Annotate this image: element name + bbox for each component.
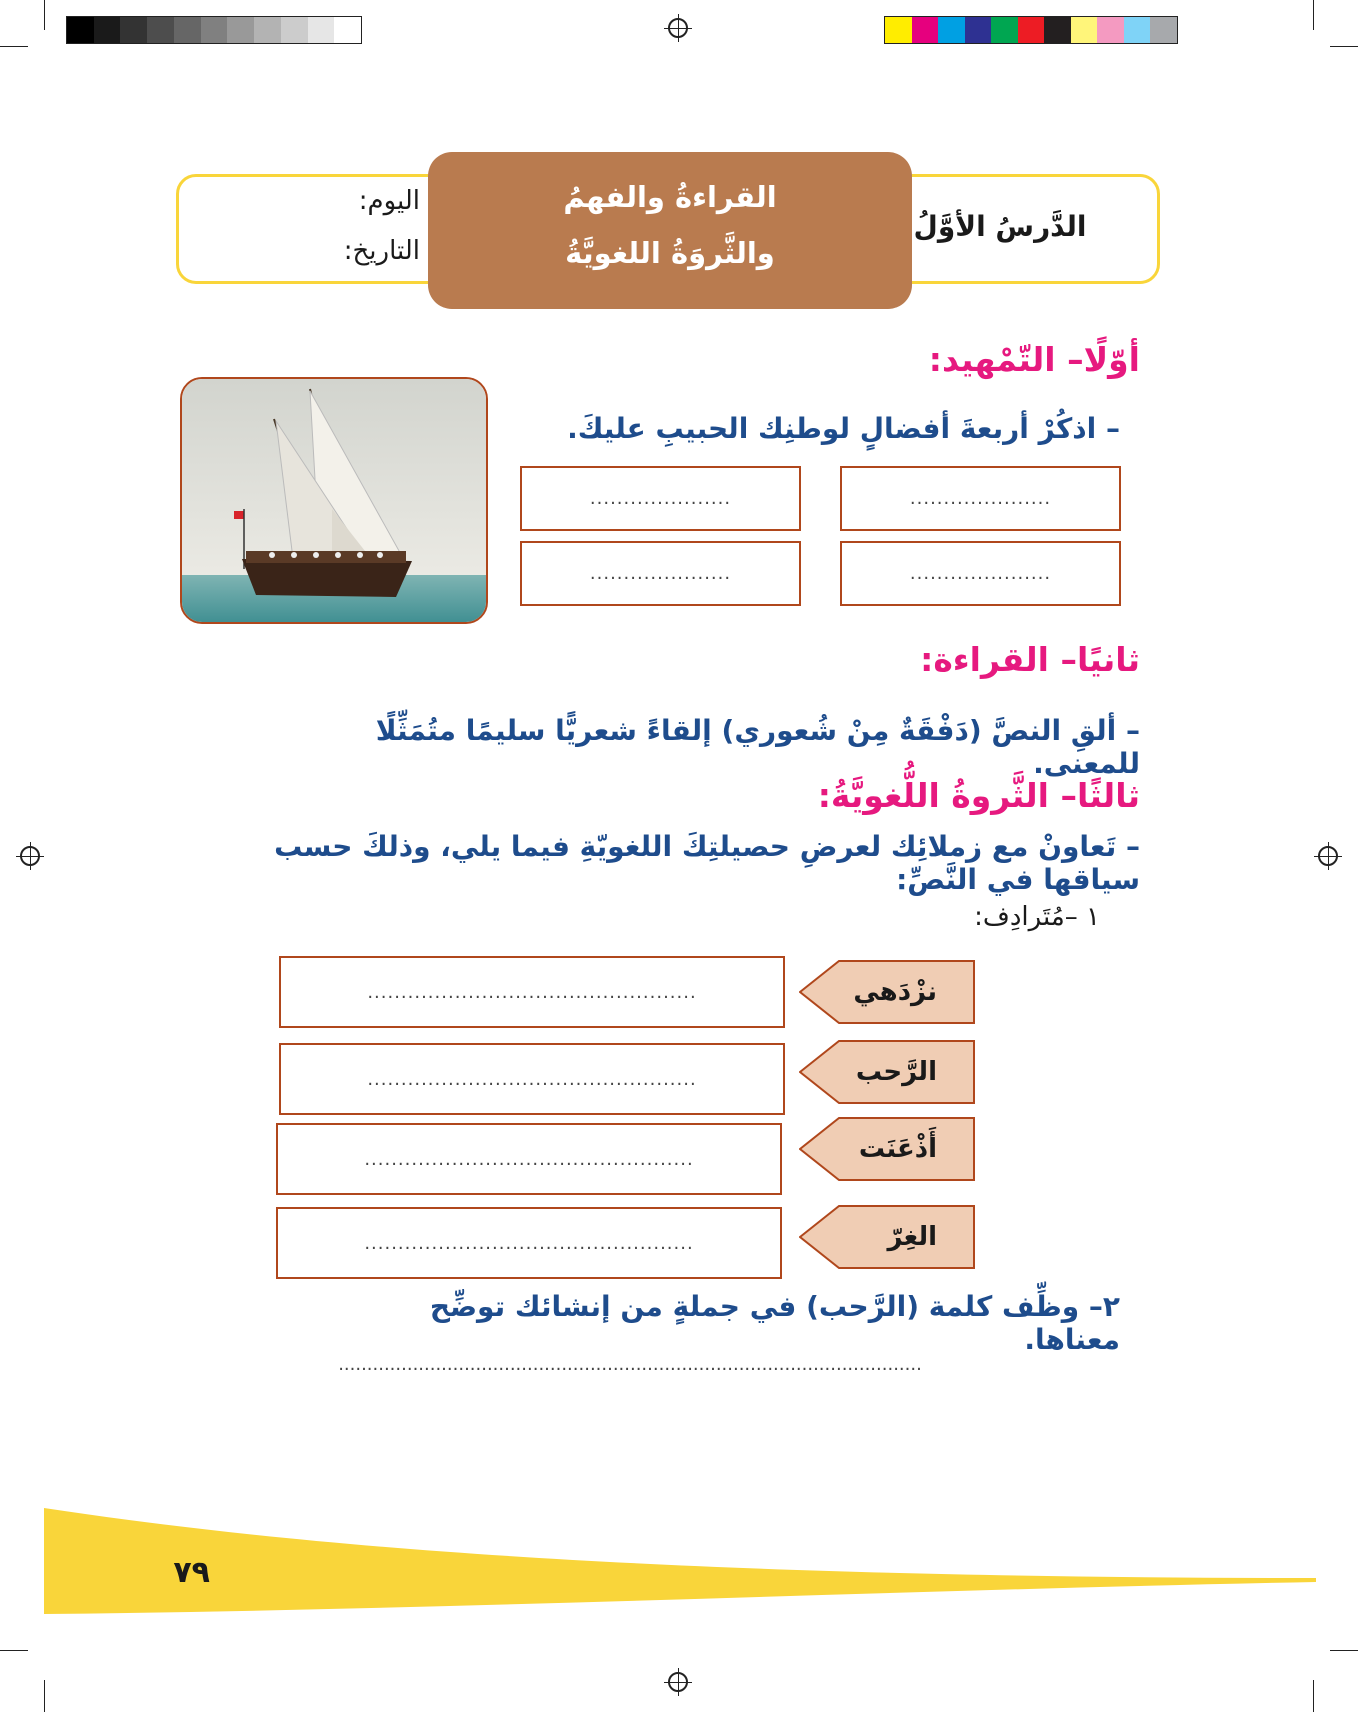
section1-heading: أوّلًا– التّمْهيد: bbox=[928, 340, 1140, 379]
section1-instruction: – اذكُرْ أربعةَ أفضالٍ لوطنِك الحبيبِ عليكَ. bbox=[567, 412, 1120, 445]
crop-mark bbox=[0, 46, 28, 47]
usage-question-label: ٢– وظِّف كلمة (الرَّحب) في جملةٍ من إنشائك توضِّح معناها. bbox=[429, 1290, 1120, 1356]
crop-mark bbox=[44, 0, 45, 30]
registration-mark-icon bbox=[668, 1672, 688, 1692]
section3-instruction: – تَعاونْ مع زملائِك لعرضِ حصيلتِكَ اللغويّةِ فيما يلي، وذلكَ حسب سياقها في النَّصِّ: bbox=[274, 830, 1140, 896]
section2-instruction: – ألقِ النصَّ (دَفْقَةٌ مِنْ شُعوري) إلقاءً شعريًّا سليمًا متُمَثِّلًا للمعنى. bbox=[375, 714, 1140, 780]
page-number: ٧٩ bbox=[173, 1555, 210, 1590]
lesson-title-line2: والثَّروَةُ اللغويَّةُ bbox=[565, 236, 775, 270]
virtue-answer-box[interactable]: ..................... bbox=[840, 541, 1121, 606]
synonym-answer-box[interactable]: ................................................. bbox=[279, 1043, 785, 1115]
registration-mark-icon bbox=[1318, 846, 1338, 866]
section3-heading: ثالثًا– الثَّروةُ اللُّغويَّةُ: bbox=[817, 776, 1140, 815]
dhow-image bbox=[180, 377, 488, 624]
lesson-label: الدَّرسُ الأوَّلُ bbox=[913, 210, 1087, 243]
word-tag bbox=[799, 1117, 975, 1181]
section2-heading: ثانيًا– القراءة: bbox=[920, 640, 1140, 679]
word-tag bbox=[799, 1040, 975, 1104]
crop-mark bbox=[1330, 1650, 1358, 1651]
registration-mark-icon bbox=[668, 18, 688, 38]
word-label: الغِرّ bbox=[887, 1222, 937, 1252]
virtue-answer-box[interactable]: ..................... bbox=[840, 466, 1121, 531]
lesson-title-line1: القراءةُ والفهمُ bbox=[563, 180, 777, 214]
synonym-answer-box[interactable]: ................................................. bbox=[276, 1207, 782, 1279]
crop-mark bbox=[1313, 1680, 1314, 1712]
virtue-answer-box[interactable]: ..................... bbox=[520, 466, 801, 531]
usage-answer-line[interactable]: ...................................................................................................... bbox=[338, 1354, 922, 1375]
word-label: أَذْعَنَت bbox=[858, 1134, 937, 1164]
crop-mark bbox=[0, 1650, 28, 1651]
virtue-answer-box[interactable]: ..................... bbox=[520, 541, 801, 606]
gray-scale-bar bbox=[66, 16, 362, 44]
word-tag bbox=[799, 1205, 975, 1269]
crop-mark bbox=[44, 1680, 45, 1712]
synonym-answer-box[interactable]: ................................................. bbox=[279, 956, 785, 1028]
word-tag bbox=[799, 960, 975, 1024]
day-label: اليوم: bbox=[358, 186, 420, 216]
lesson-title-banner bbox=[428, 152, 912, 309]
registration-mark-icon bbox=[20, 846, 40, 866]
crop-mark bbox=[1330, 46, 1358, 47]
crop-mark bbox=[1313, 0, 1314, 30]
word-label: الرَّحب bbox=[855, 1057, 937, 1087]
synonym-question-label: ١ –مُتَرادِف: bbox=[974, 902, 1100, 932]
word-label: نزْدَهي bbox=[853, 977, 937, 1007]
synonym-answer-box[interactable]: ................................................. bbox=[276, 1123, 782, 1195]
date-label: التاريخ: bbox=[343, 236, 420, 266]
color-bar bbox=[884, 16, 1178, 44]
